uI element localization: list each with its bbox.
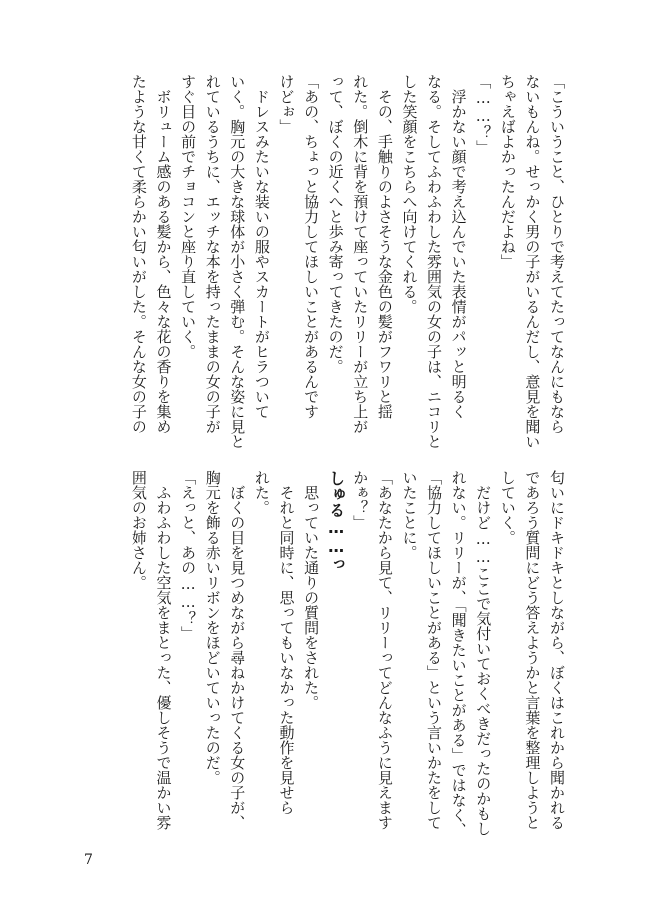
text-line: 「あの、ちょっと協力してほしいことがあるんです xyxy=(302,74,321,419)
text-line: れた。倒木に背を預けて座っていたリリーが立ち上が xyxy=(351,74,370,434)
text-line: いく。胸元の大きな球体が小さく弾む。そんな姿に見と xyxy=(228,74,247,449)
sound-effect-line: しゅる……っ xyxy=(326,470,346,572)
text-line: れない。リリーが、「聞きたいことがある」ではなく、 xyxy=(449,470,468,838)
text-line: その、手触りのよさそうな金色の髪がフワリと揺 xyxy=(375,74,394,419)
text-line: 「えっと、あの……？」 xyxy=(179,470,198,641)
text-line: って、ぼくの近くへと歩み寄ってきたのだ。 xyxy=(326,74,345,374)
text-line: 思っていた通りの質問をされた。 xyxy=(302,470,321,710)
text-line: すぐ目の前でチョコンと座り直していく。 xyxy=(179,74,198,359)
text-line: いたことに。 xyxy=(400,470,419,560)
text-line: 胸元を飾る赤いリボンをほどいていったのだ。 xyxy=(203,470,222,785)
text-line: たような甘くて柔らかい匂いがした。そんな女の子の xyxy=(129,74,148,434)
text-line: ボリューム感のある髪から、色々な花の香りを集め xyxy=(154,74,173,434)
text-line: かぁ？」 xyxy=(351,470,370,530)
text-line: 匂いにドキドキとしながら、ぼくはこれから聞かれる xyxy=(548,470,566,830)
text-line: ふわふわした空気をまとった、優しそうで温かい雰 xyxy=(154,470,173,830)
page-number: 7 xyxy=(84,852,93,868)
text-line: 「協力してほしいことがある」という言いかたをして xyxy=(425,470,444,830)
text-line: 浮かない顔で考え込んでいた表情がパッと明るく xyxy=(449,74,468,419)
text-line: ないもんね。せっかく男の子がいるんだし、意見を聞い xyxy=(523,74,542,449)
text-line: ドレスみたいな装いの服やスカートがヒラついて xyxy=(252,74,271,419)
upper-text-block xyxy=(79,74,569,449)
text-line: ぼくの目を見つめながら尋ねかけてくる女の子が、 xyxy=(228,470,247,830)
text-line: した笑顔をこちらへ向けてくれる。 xyxy=(400,74,419,314)
text-line: それと同時に、思ってもいなかった動作を見せら xyxy=(277,470,296,815)
text-line: れた。 xyxy=(252,470,271,515)
text-line: 「あなたから見て、リリーってどんなふうに見えます xyxy=(375,470,394,830)
text-line: 「こういうこと、ひとりで考えてたってなんにもなら xyxy=(548,74,566,434)
text-line: 「……？」 xyxy=(474,74,493,155)
text-line: けどぉ」 xyxy=(277,74,296,134)
text-line: ちゃえばよかったんだよね」 xyxy=(498,74,517,269)
text-line: であろう質問にどう答えようかと言葉を整理しようと xyxy=(523,470,542,830)
lower-text-block xyxy=(79,470,569,845)
text-line: だけど……ここで気付いておくべきだったのかもし xyxy=(474,470,493,836)
text-line: していく。 xyxy=(498,470,517,545)
text-line: なる。そしてふわふわした雰囲気の女の子は、ニコリと xyxy=(425,74,444,449)
text-line: れているうちに、エッチな本を持ったままの女の子が xyxy=(203,74,222,434)
text-line: 囲気のお姉さん。 xyxy=(129,470,148,590)
